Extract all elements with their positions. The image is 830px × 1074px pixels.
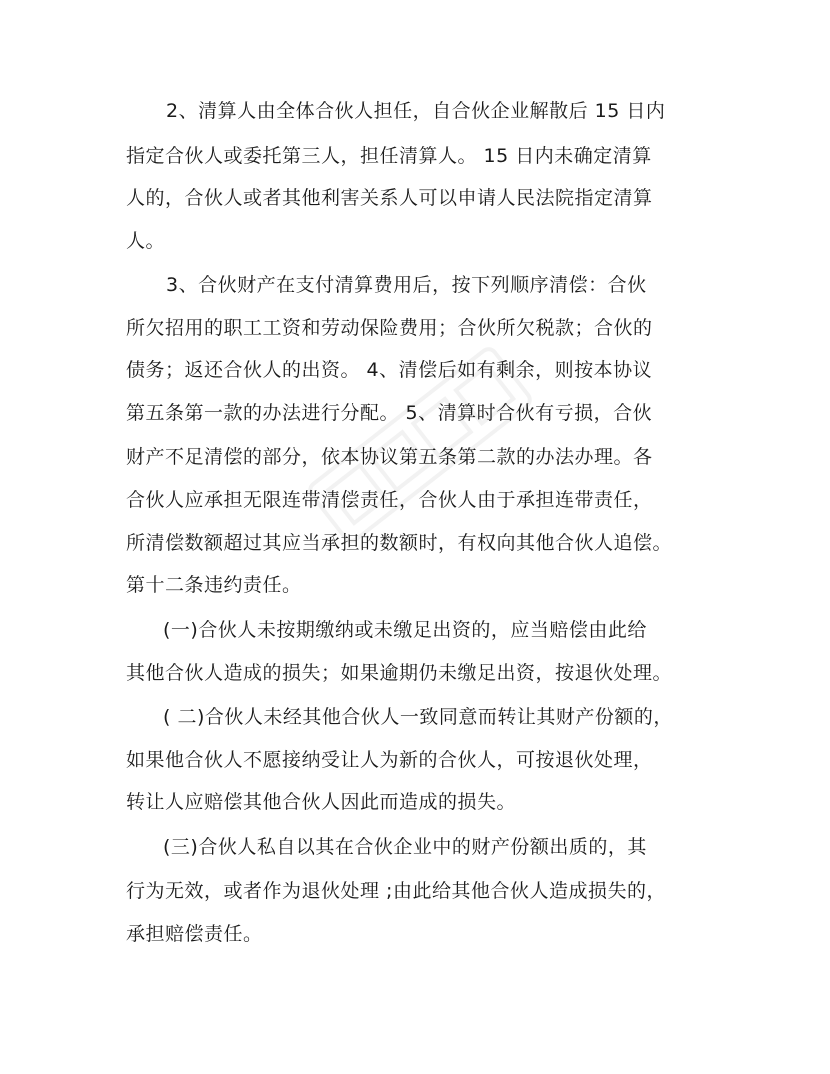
- text-line: 所欠招用的职工工资和劳动保险费用；合伙所欠税款；合伙的: [126, 317, 653, 339]
- text-line: ( 二)合伙人未经其他合伙人一致同意而转让其财产份额的，: [163, 706, 673, 728]
- text-line: 人。: [126, 230, 166, 252]
- text-line: 所清偿数额超过其应当承担的数额时，有权向其他合伙人追偿。: [126, 532, 673, 554]
- text-line: 财产不足清偿的部分，依本协议第五条第二款的办法办理。各: [126, 446, 653, 468]
- text-line: (三)合伙人私自以其在合伙企业中的财产份额出质的，其: [163, 836, 647, 858]
- text-line: 承担赔偿责任。: [126, 923, 263, 945]
- text-line: 第十二条违约责任。: [126, 574, 302, 596]
- text-line: 人的，合伙人或者其他利害关系人可以申请人民法院指定清算: [126, 187, 653, 209]
- text-line: 其他合伙人造成的损失；如果逾期仍未缴足出资，按退伙处理。: [126, 662, 673, 684]
- text-line: 债务；返还合伙人的出资。 4、清偿后如有剩余，则按本协议: [126, 359, 653, 381]
- text-line: 指定合伙人或委托第三人，担任清算人。 15 日内未确定清算: [126, 145, 652, 167]
- text-line: (一)合伙人未按期缴纳或未缴足出资的，应当赔偿由此给: [163, 619, 647, 641]
- text-line: 行为无效，或者作为退伙处理 ;由此给其他合伙人造成损失的，: [126, 880, 666, 902]
- text-line: 2、清算人由全体合伙人担任，自合伙企业解散后 15 日内: [166, 100, 666, 122]
- text-line: 合伙人应承担无限连带清偿责任，合伙人由于承担连带责任，: [126, 489, 653, 511]
- text-line: 3、合伙财产在支付清算费用后，按下列顺序清偿：合伙: [166, 274, 647, 296]
- text-line: 转让人应赔偿其他合伙人因此而造成的损失。: [126, 791, 517, 813]
- text-line: 第五条第一款的办法进行分配。 5、清算时合伙有亏损，合伙: [126, 402, 653, 424]
- text-line: 如果他合伙人不愿接纳受让人为新的合伙人，可按退伙处理，: [126, 749, 653, 771]
